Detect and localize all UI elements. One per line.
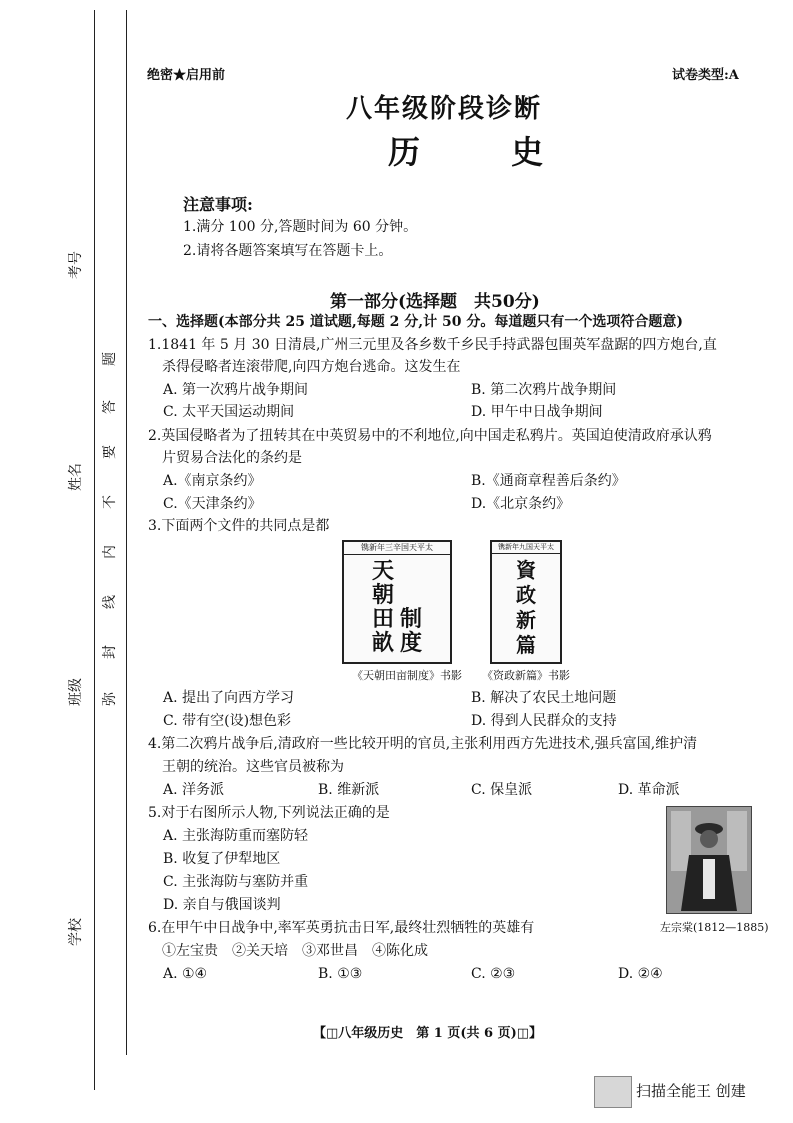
- image-caption: 《资政新篇》书影: [482, 669, 570, 682]
- option-b: B. ①③: [318, 966, 363, 982]
- option-b: B. 第二次鸦片战争期间: [471, 382, 617, 398]
- option-c: C. ②③: [471, 966, 516, 982]
- notice-item: 1.满分 100 分,答题时间为 60 分钟。: [183, 219, 418, 235]
- book-char: 畝: [371, 630, 394, 656]
- book-cover-zizheng: [490, 540, 562, 664]
- option-b: B.《通商章程善后条约》: [471, 473, 626, 489]
- option-a: A. ①④: [163, 966, 208, 982]
- book-cover-tianchao: [342, 540, 452, 664]
- seal-char: 要: [102, 445, 118, 459]
- notice-heading: 注意事项:: [183, 195, 253, 214]
- seal-char: 不: [102, 495, 118, 509]
- book-top-text: 镌新年三辛国天平太: [344, 542, 450, 555]
- class-label: 班级: [68, 678, 84, 706]
- portrait-figure: [667, 807, 751, 913]
- book-char: 政: [516, 583, 536, 607]
- option-a: A.《南京条约》: [163, 473, 262, 489]
- seal-char: 封: [102, 645, 118, 659]
- portrait-photo: [666, 806, 752, 914]
- book-char: 田: [371, 606, 394, 632]
- option-d: D. 得到人民群众的支持: [471, 713, 617, 729]
- book-char: 篇: [516, 633, 536, 657]
- scanner-watermark: 扫描全能王 创建: [636, 1082, 746, 1100]
- book-char: 資: [516, 558, 536, 582]
- question-stem: 片贸易合法化的条约是: [148, 450, 302, 466]
- option-d: D. 革命派: [618, 782, 680, 798]
- paper-type: 试卷类型:A: [672, 68, 739, 83]
- option-a: A. 主张海防重而塞防轻: [163, 828, 309, 844]
- seal-char: 内: [102, 545, 118, 559]
- part-title: 第一部分(选择题 共50分): [330, 292, 540, 312]
- margin-line-left: [94, 10, 95, 1090]
- option-c: C.《天津条约》: [163, 496, 262, 512]
- question-stem: 3.下面两个文件的共同点是都: [148, 518, 330, 534]
- book-char: 制: [400, 606, 423, 632]
- option-d: D. ②④: [618, 966, 663, 982]
- option-d: D. 甲午中日战争期间: [471, 404, 603, 420]
- seal-char: 弥: [102, 692, 118, 706]
- option-c: C. 主张海防与塞防并重: [163, 874, 309, 890]
- option-c: C. 带有空(设)想色彩: [163, 713, 292, 729]
- question-stem: 杀得侵略者连滚带爬,向四方炮台逃命。这发生在: [148, 359, 461, 375]
- notice-item: 2.请将各题答案填写在答题卡上。: [183, 243, 393, 259]
- option-a: A. 提出了向西方学习: [163, 690, 295, 706]
- page-footer: 【◫八年级历史 第 1 页(共 6 页)◫】: [313, 1026, 543, 1041]
- question-stem: 6.在甲午中日战争中,率军英勇抗击日军,最终壮烈牺牲的英雄有: [148, 920, 535, 936]
- option-c: C. 太平天国运动期间: [163, 404, 295, 420]
- option-a: A. 洋务派: [163, 782, 225, 798]
- option-b: B. 收复了伊犁地区: [163, 851, 281, 867]
- option-d: D.《北京条约》: [471, 496, 571, 512]
- exam-title: 八年级阶段诊断: [346, 94, 543, 124]
- option-d: D. 亲自与俄国谈判: [163, 897, 281, 913]
- secret-label: 绝密★启用前: [147, 68, 226, 83]
- option-b: B. 维新派: [318, 782, 380, 798]
- option-b: B. 解决了农民土地问题: [471, 690, 617, 706]
- book-char: 天: [371, 558, 394, 584]
- subject-title: 历 史: [388, 133, 584, 171]
- option-a: A. 第一次鸦片战争期间: [163, 382, 309, 398]
- book-char: 朝: [371, 582, 394, 608]
- question-stem: 2.英国侵略者为了扭转其在中英贸易中的不利地位,向中国走私鸦片。英国迫使清政府承认鸦: [148, 428, 712, 444]
- seal-char: 线: [102, 595, 118, 609]
- question-stem: 5.对于右图所示人物,下列说法正确的是: [148, 805, 390, 821]
- question-stem: ①左宝贵 ②关天培 ③邓世昌 ④陈化成: [148, 943, 428, 959]
- photo-caption: 左宗棠(1812—1885): [660, 921, 769, 934]
- scanner-logo-icon: [594, 1076, 632, 1108]
- exam-no-label: 考号: [68, 251, 84, 279]
- book-top-text: 镌新年九国天平太: [492, 542, 560, 554]
- question-stem: 王朝的统治。这些官员被称为: [148, 759, 344, 775]
- section-instruction: 一、选择题(本部分共 25 道试题,每题 2 分,计 50 分。每道题只有一个选项符合题意): [148, 314, 683, 330]
- question-stem: 1.1841 年 5 月 30 日清晨,广州三元里及各乡数千乡民手持武器包围英军盘踞的四方炮台,直: [148, 337, 717, 353]
- seal-char: 答: [102, 400, 118, 414]
- question-stem: 4.第二次鸦片战争后,清政府一些比较开明的官员,主张利用西方先进技术,强兵富国,维护清: [148, 736, 698, 752]
- book-char: 度: [400, 630, 423, 656]
- image-caption: 《天朝田亩制度》书影: [352, 669, 462, 682]
- seal-char: 题: [102, 352, 118, 366]
- margin-line-right: [126, 10, 127, 1055]
- school-label: 学校: [68, 918, 84, 946]
- name-label: 姓名: [68, 463, 84, 491]
- option-c: C. 保皇派: [471, 782, 533, 798]
- book-char: 新: [516, 608, 536, 632]
